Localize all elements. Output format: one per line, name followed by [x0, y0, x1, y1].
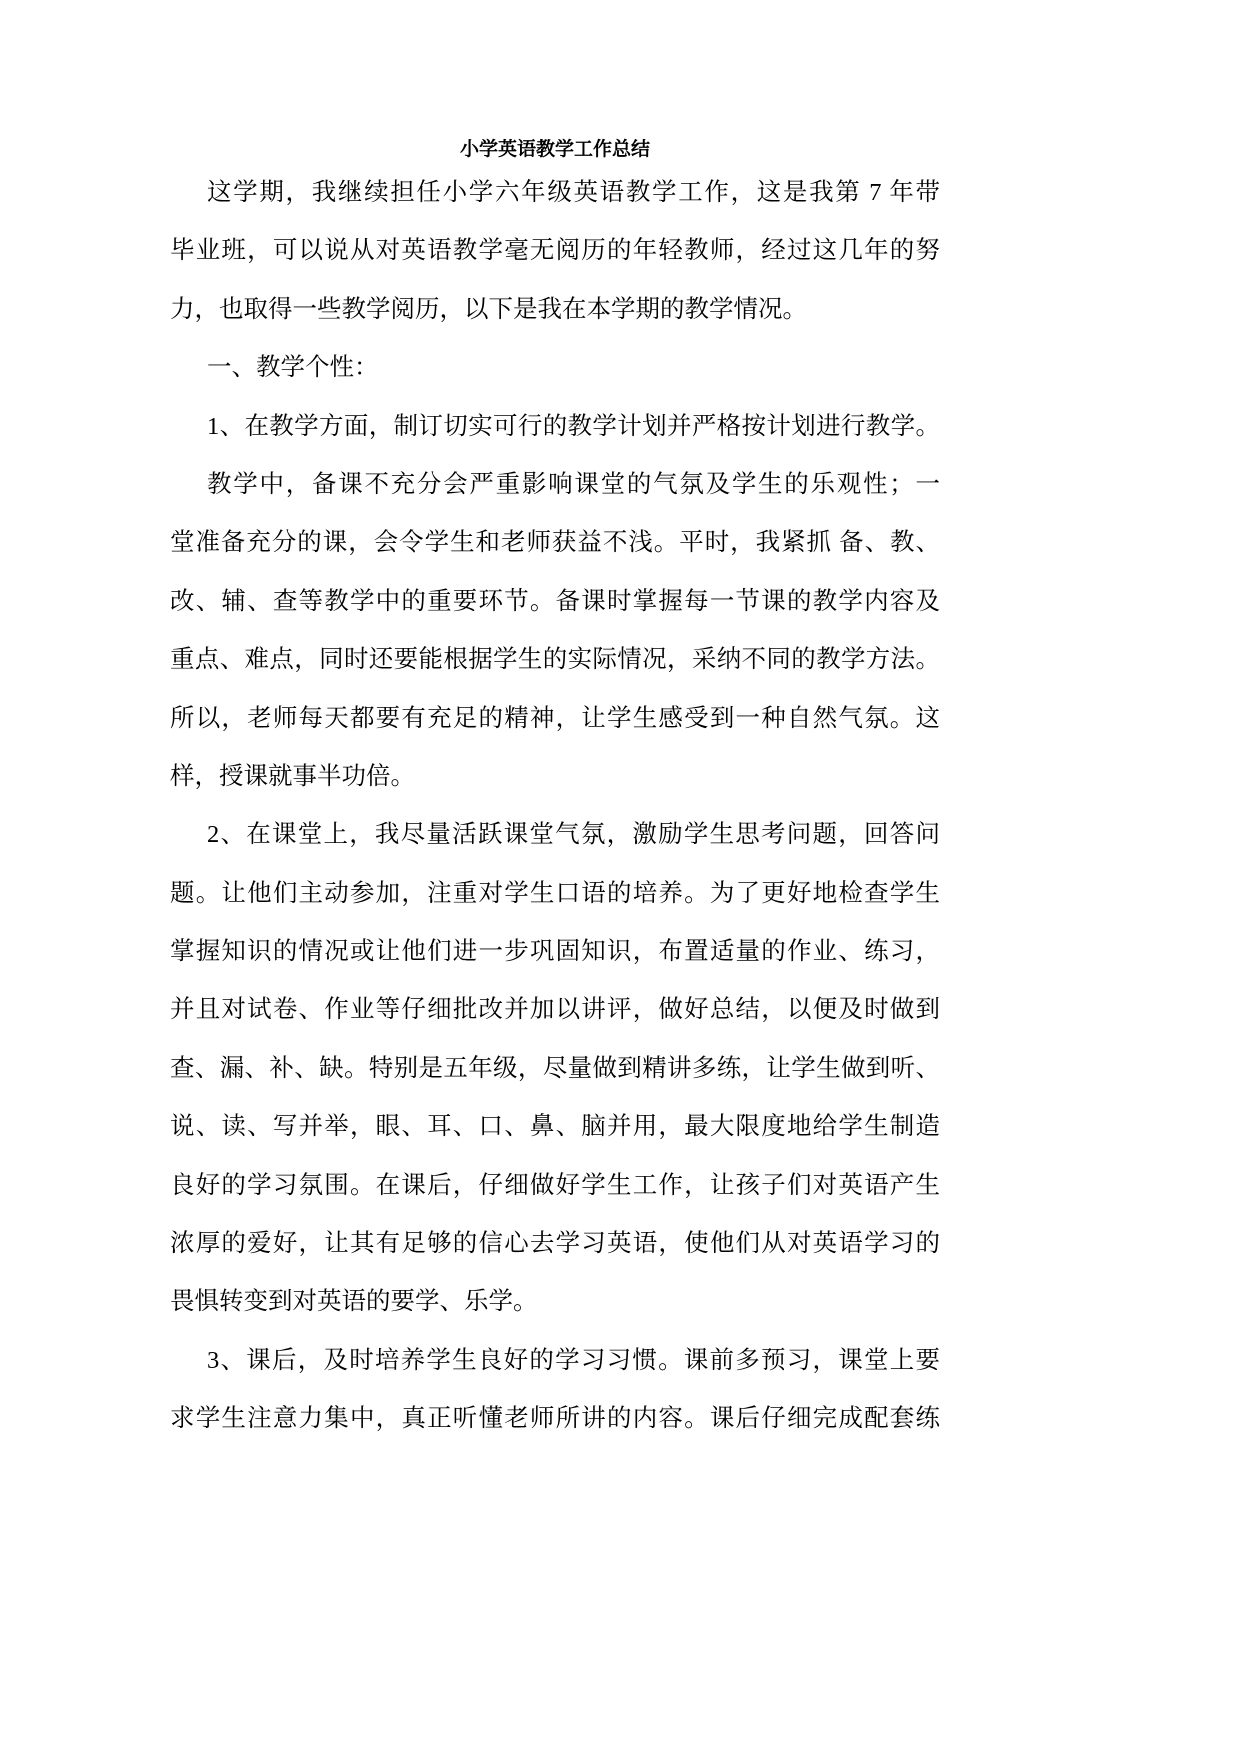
paragraph-line: 3、课后，及时培养学生良好的学习习惯。课前多预习，课堂上要	[207, 1346, 940, 1374]
paragraph	[170, 398, 940, 456]
paragraph-line: 改、辅、查等教学中的重要环节。备课时掌握每一节课的教学内容及	[170, 587, 940, 615]
paragraph-line: 说、读、写并举，眼、耳、口、鼻、脑并用，最大限度地给学生制造	[170, 1113, 940, 1141]
paragraph-line: 这学期，我继续担任小学六年级英语教学工作，这是我第 7 年带	[207, 179, 940, 206]
paragraph-line: 教学中，备课不充分会严重影响课堂的气氛及学生的乐观性；一	[207, 470, 940, 498]
paragraph	[170, 164, 940, 339]
document-body	[170, 164, 940, 1449]
paragraph-line: 良好的学习氛围。在课后，仔细做好学生工作，让孩子们对英语产生	[170, 1171, 940, 1199]
paragraph-line: 所以，老师每天都要有充足的精神，让学生感受到一种自然气氛。这	[170, 704, 940, 732]
section-heading	[170, 339, 940, 397]
paragraph-line: 查、漏、补、缺。特别是五年级，尽量做到精讲多练，让学生做到听、	[170, 1054, 940, 1082]
paragraph-line: 掌握知识的情况或让他们进一步巩固知识，布置适量的作业、练习，	[170, 938, 940, 966]
paragraph-line: 畏惧转变到对英语的要学、乐学。	[170, 1288, 538, 1316]
paragraph-line: 并且对试卷、作业等仔细批改并加以讲评，做好总结，以便及时做到	[170, 996, 940, 1024]
paragraph-line: 一、教学个性：	[207, 354, 379, 382]
paragraph-line: 重点、难点，同时还要能根据学生的实际情况，采纳不同的教学方法。	[170, 646, 940, 674]
paragraph-line: 1、在教学方面，制订切实可行的教学计划并严格按计划进行教学。	[207, 412, 940, 440]
paragraph-line: 力，也取得一些教学阅历，以下是我在本学期的教学情况。	[170, 295, 807, 323]
paragraph-line: 2、在课堂上，我尽量活跃课堂气氛，激励学生思考问题，回答问	[207, 821, 940, 849]
paragraph	[170, 806, 940, 1332]
paragraph-line: 样，授课就事半功倍。	[170, 762, 415, 790]
paragraph-line: 毕业班，可以说从对英语教学毫无阅历的年轻教师，经过这几年的努	[170, 237, 940, 265]
paragraph-line: 求学生注意力集中，真正听懂老师所讲的内容。课后仔细完成配套练	[170, 1405, 940, 1433]
paragraph-line: 堂准备充分的课，会令学生和老师获益不浅。平时，我紧抓 备、教、	[170, 529, 940, 557]
paragraph	[170, 456, 940, 806]
document-title: 小学英语教学工作总结	[459, 139, 650, 160]
paragraph-line: 题。让他们主动参加，注重对学生口语的培养。为了更好地检查学生	[170, 879, 940, 907]
paragraph-line: 浓厚的爱好，让其有足够的信心去学习英语，使他们从对英语学习的	[170, 1230, 940, 1258]
paragraph	[170, 1332, 940, 1449]
